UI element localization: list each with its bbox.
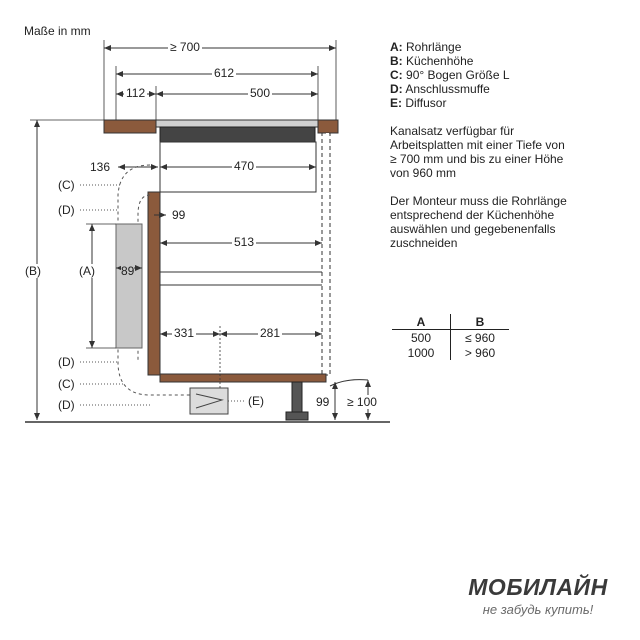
callout-B: (B) — [25, 264, 41, 278]
cabinet-foot — [286, 412, 308, 420]
monteur-note: Der Monteur muss die Rohrlänge entsprechend der Küchenhöhe auswählen und gegebenenfalls zuschneiden — [390, 194, 567, 250]
dim-136: 136 — [90, 160, 111, 174]
dim-112: 112 — [126, 86, 146, 100]
legend-item: B: Küchenhöhe — [390, 54, 474, 68]
brand-logo — [458, 574, 618, 617]
dim-overall-depth: ≥ 700 — [170, 40, 200, 54]
dim-99-upper: 99 — [172, 208, 186, 222]
cooktop-glass — [156, 120, 318, 127]
dim-100: ≥ 100 — [347, 395, 377, 409]
callout-D-top: (D) — [58, 203, 75, 217]
legend-item: D: Anschlussmuffe — [390, 82, 490, 96]
callout-C-top: (C) — [58, 178, 75, 192]
callout-A: (A) — [79, 264, 95, 278]
legend-item: A: Rohrlänge — [390, 40, 462, 54]
dim-331: 331 — [174, 326, 195, 340]
callout-C-lower: (C) — [58, 377, 75, 391]
cooktop-body — [160, 127, 315, 142]
table-header-A: A — [392, 314, 451, 330]
callout-D-lower-1: (D) — [58, 355, 75, 369]
dim-513: 513 — [234, 235, 255, 249]
diffuser-E — [190, 388, 228, 414]
cabinet-leg — [292, 382, 302, 414]
table-header-B: B — [451, 314, 510, 330]
dim-500: 500 — [250, 86, 271, 100]
dim-89: 89 — [121, 264, 135, 278]
callout-E: (E) — [248, 394, 264, 408]
brand-slogan: не забудь купить! — [482, 602, 594, 617]
legend-list — [390, 40, 635, 110]
countertop-left — [104, 120, 156, 133]
plinth-board — [160, 374, 326, 382]
table-header-row — [392, 314, 509, 330]
table-row: 500 ≤ 960 — [392, 330, 509, 346]
table-row: 1000 > 960 — [392, 345, 509, 360]
pipe-A — [116, 224, 142, 348]
dim-99-lower: 99 — [316, 395, 330, 409]
dim-281: 281 — [260, 326, 281, 340]
plinth-curve — [330, 380, 368, 386]
cabinet-left-wall — [148, 192, 160, 375]
dim-470: 470 — [234, 159, 255, 173]
dim-612: 612 — [214, 66, 235, 80]
length-table — [392, 314, 509, 360]
legend-item: E: Diffusor — [390, 96, 447, 110]
kanalsatz-note: Kanalsatz verfügbar für Arbeitsplatten mit einer Tiefe von ≥ 700 mm und bis zu einer Höhe von 960 mm — [390, 124, 565, 180]
legend-item: C: 90° Bogen Größe L — [390, 68, 510, 82]
brand-name: МОБИЛАЙН — [468, 574, 608, 600]
cabinet-back-wall — [322, 133, 330, 375]
callout-D-lower-2: (D) — [58, 398, 75, 412]
page-title: Maße in mm — [24, 24, 91, 38]
countertop-right — [318, 120, 338, 133]
notes-panel — [390, 40, 635, 250]
callout-leaders — [80, 185, 246, 405]
